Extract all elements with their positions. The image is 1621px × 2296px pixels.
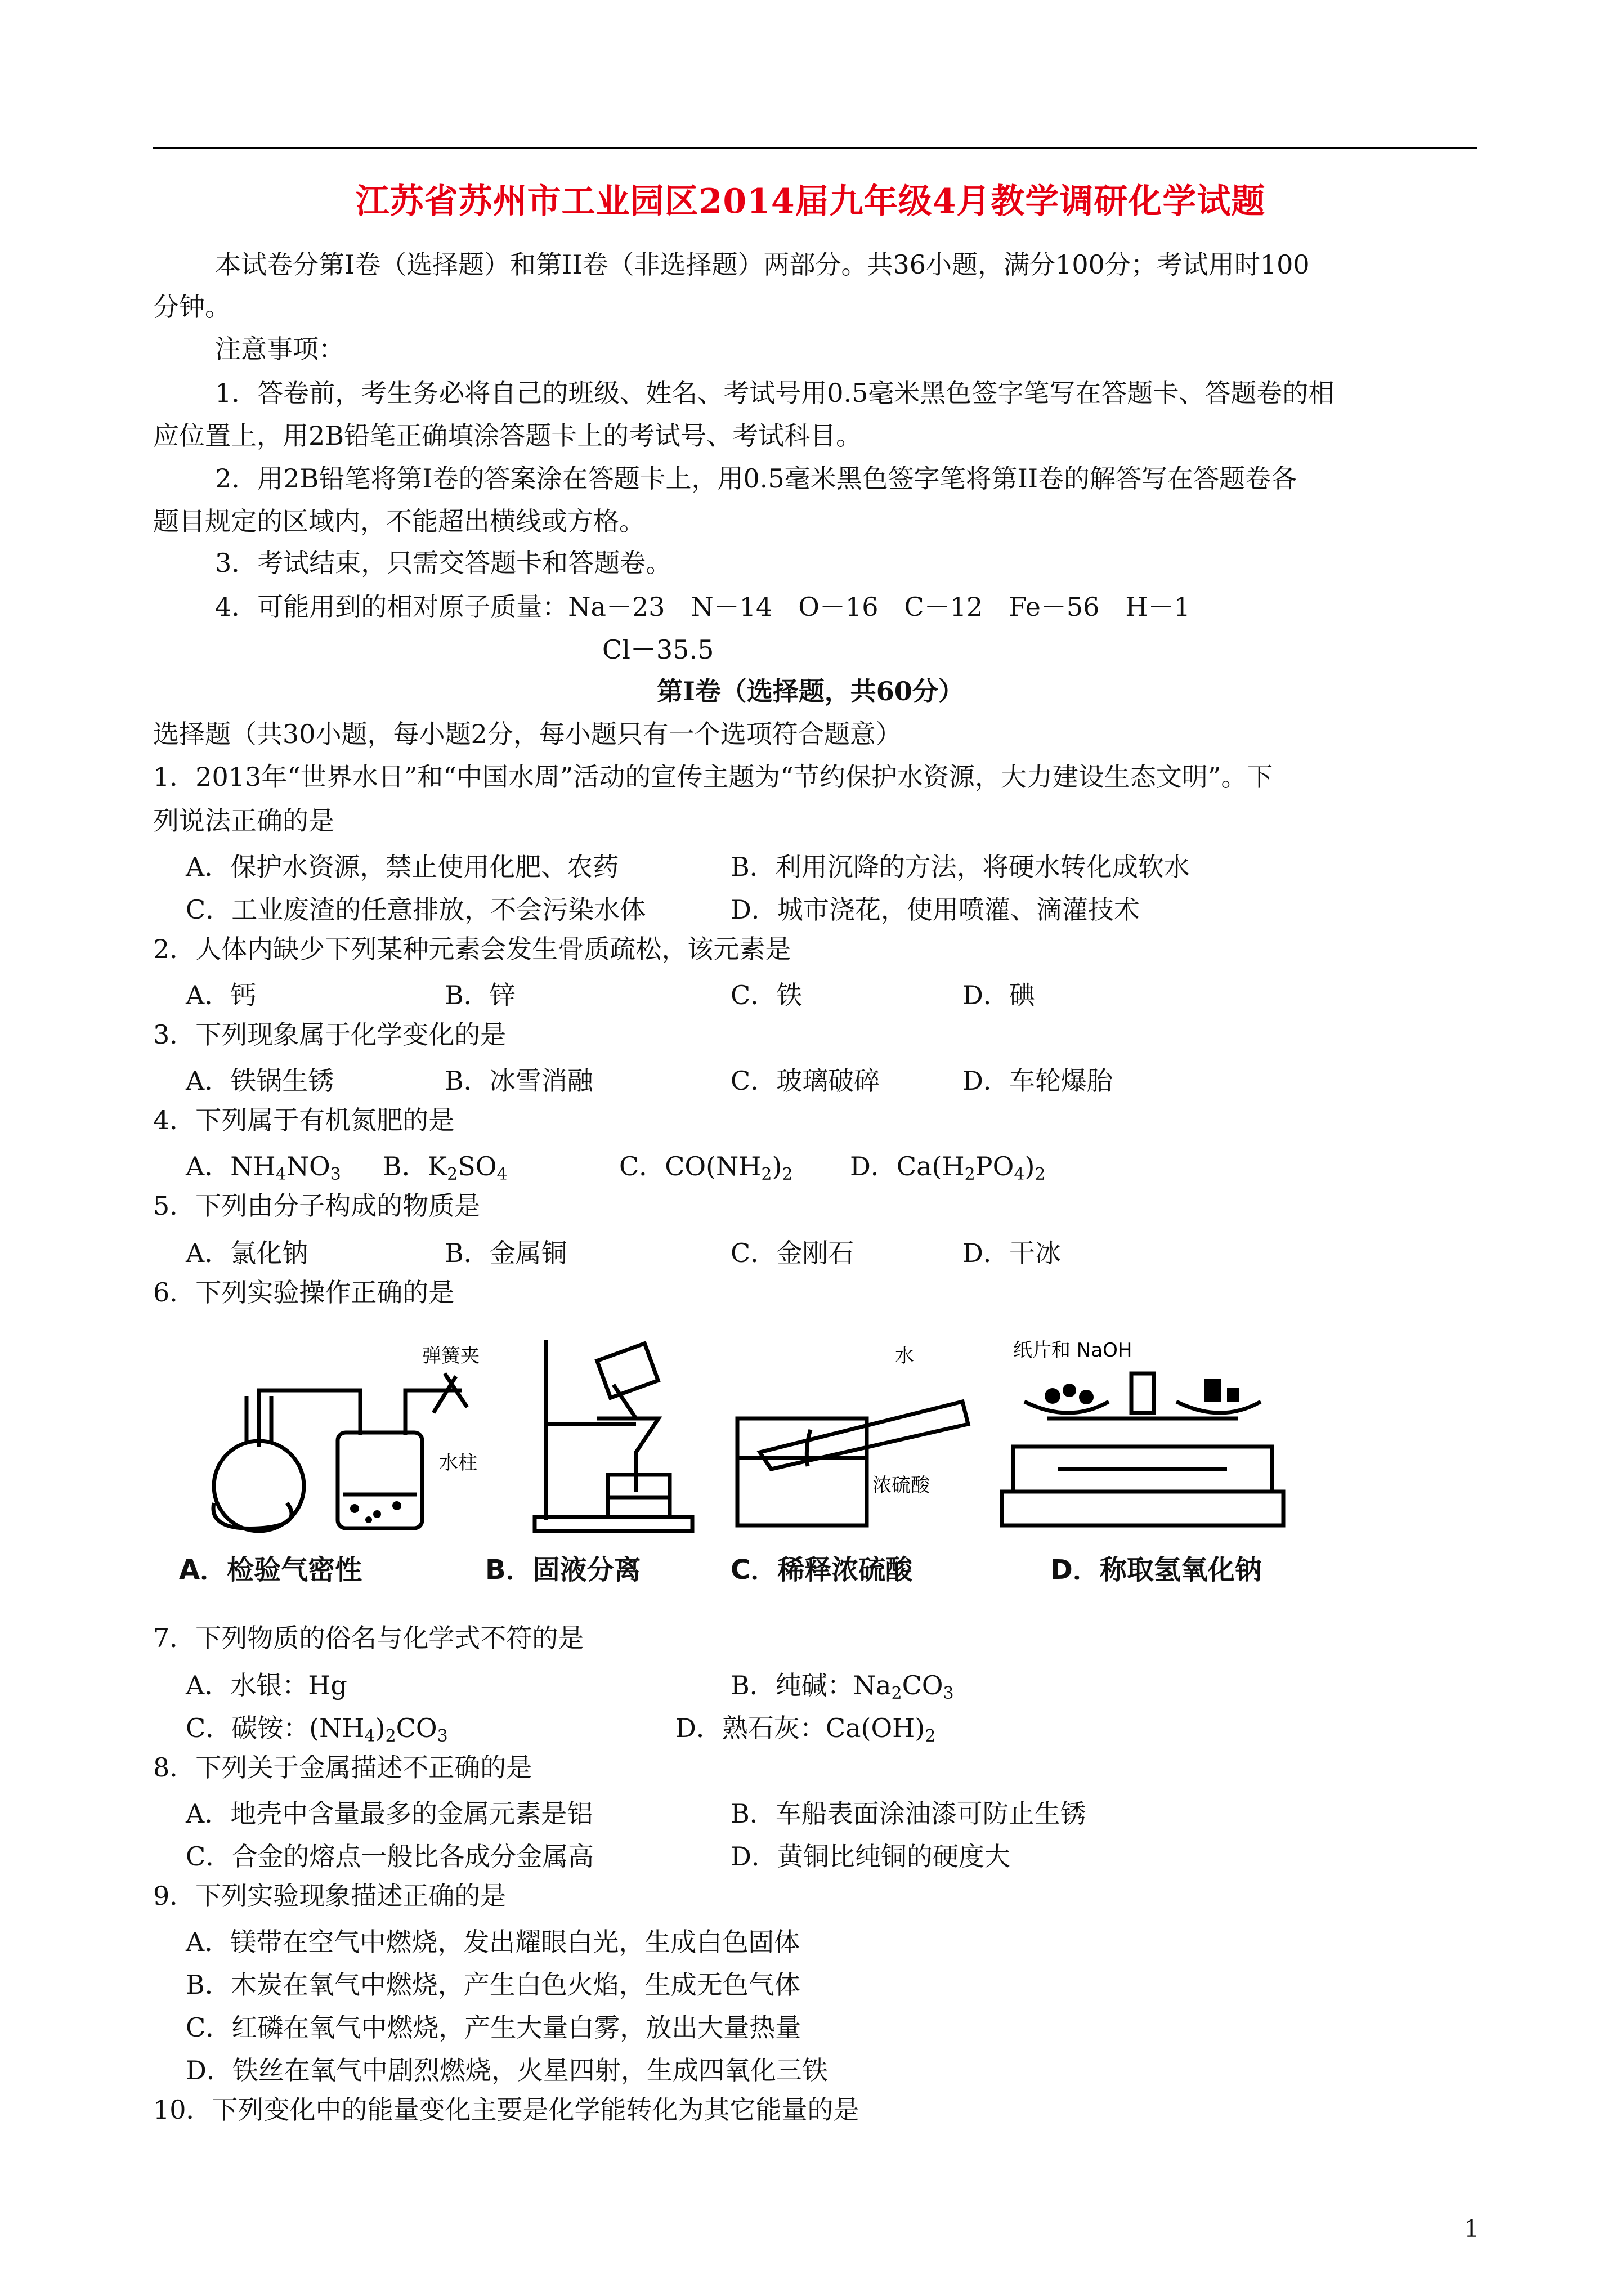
- intro-line-2: 分钟。: [153, 292, 231, 322]
- q6-option-b: B．固液分离: [485, 1554, 641, 1586]
- q8-stem: 8．下列关于金属描述不正确的是: [153, 1752, 532, 1783]
- q3-option-d: D．车轮爆胎: [962, 1066, 1113, 1096]
- q5-option-b: B．金属铜: [445, 1238, 567, 1268]
- q8-option-a: A．地壳中含量最多的金属元素是铝: [186, 1798, 593, 1829]
- header-rule: [153, 147, 1477, 149]
- document-title: 江苏省苏州市工业园区2014届九年级4月教学调研化学试题: [355, 182, 1266, 221]
- q8-option-d: D．黄铜比纯铜的硬度大: [731, 1841, 1010, 1872]
- q7-option-a: A．水银：Hg: [186, 1670, 347, 1700]
- label-paper-naoh: 纸片和 NaOH: [1013, 1339, 1132, 1362]
- q6-option-d: D．称取氢氧化钠: [1050, 1554, 1262, 1586]
- q4-option-a: A．$NH_4NO_3$: [186, 1151, 341, 1184]
- note-4-cont: Cl－35.5: [602, 634, 714, 665]
- q5-option-d: D．干冰: [962, 1238, 1061, 1268]
- q3-option-b: B．冰雪消融: [445, 1066, 593, 1096]
- q1-option-a: A．保护水资源，禁止使用化肥、农药: [186, 852, 619, 882]
- label-water: 水: [895, 1345, 914, 1367]
- figure-filtration: [523, 1334, 704, 1537]
- q1-option-b: B．利用沉降的方法，将硬水转化成软水: [731, 852, 1190, 882]
- q9-option-b: B．木炭在氧气中燃烧，产生白色火焰，生成无色气体: [186, 1970, 800, 2000]
- q5-option-c: C．金刚石: [731, 1238, 854, 1268]
- q3-option-a: A．铁锅生锈: [186, 1066, 334, 1096]
- figure-dilute-acid: [726, 1334, 985, 1537]
- note-1a: 1．答卷前，考生务必将自己的班级、姓名、考试号用0.5毫米黑色签字笔写在答题卡、答题卷的相: [215, 378, 1335, 408]
- section-title: 第Ⅰ卷（选择题，共60分）: [657, 676, 964, 706]
- note-3: 3．考试结束，只需交答题卡和答题卷。: [215, 548, 672, 578]
- q7-stem: 7．下列物质的俗名与化学式不符的是: [153, 1623, 584, 1653]
- note-2b: 题目规定的区域内，不能超出横线或方格。: [153, 506, 645, 536]
- figure-airtightness-check: [174, 1334, 490, 1537]
- note-1b: 应位置上，用2B铅笔正确填涂答题卡上的考试号、考试科目。: [153, 420, 862, 451]
- q6-option-a: A．检验气密性: [179, 1554, 362, 1586]
- intro-line-1: 本试卷分第Ⅰ卷（选择题）和第II卷（非选择题）两部分。共36小题，满分100分；考试用时100: [215, 249, 1310, 280]
- q4-option-d: D．$Ca(H_2PO_4)_2$: [850, 1151, 1046, 1184]
- q9-stem: 9．下列实验现象描述正确的是: [153, 1881, 507, 1911]
- q7-option-b: B．纯碱：$Na_2CO_3$: [731, 1670, 954, 1703]
- note-2a: 2．用2B铅笔将第Ⅰ卷的答案涂在答题卡上，用0.5毫米黑色签字笔将第II卷的解答写在答题卷各: [215, 463, 1297, 494]
- q9-option-d: D．铁丝在氧气中剧烈燃烧，火星四射，生成四氧化三铁: [186, 2055, 828, 2085]
- q1-option-c: C．工业废渣的任意排放，不会污染水体: [186, 894, 646, 925]
- q8-option-b: B．车船表面涂油漆可防止生锈: [731, 1798, 1086, 1829]
- q1-option-d: D．城市浇花，使用喷灌、滴灌技术: [731, 894, 1140, 925]
- q7-option-c: C．碳铵：$(NH_4)_2CO_3$: [186, 1713, 448, 1746]
- q5-option-a: A．氯化钠: [186, 1238, 308, 1268]
- note-4: 4．可能用到的相对原子质量：Na－23 N－14 O－16 C－12 Fe－56 H－1: [215, 592, 1190, 622]
- figure-weigh-naoh: [991, 1334, 1306, 1537]
- q9-option-a: A．镁带在空气中燃烧，发出耀眼白光，生成白色固体: [186, 1927, 800, 1957]
- q4-option-c: C．$CO(NH_2)_2$: [619, 1151, 793, 1184]
- notes-heading: 注意事项：: [215, 334, 344, 364]
- q10-stem: 10．下列变化中的能量变化主要是化学能转化为其它能量的是: [153, 2094, 859, 2125]
- q2-option-b: B．锌: [445, 980, 516, 1010]
- q2-option-c: C．铁: [731, 980, 803, 1010]
- q5-stem: 5．下列由分子构成的物质是: [153, 1190, 481, 1221]
- label-water-column: 水柱: [439, 1452, 477, 1474]
- q7-option-d: D．熟石灰：$Ca(OH)_2$: [675, 1713, 936, 1746]
- q4-option-b: B．$K_2SO_4$: [383, 1151, 508, 1184]
- label-conc-acid: 浓硫酸: [872, 1474, 930, 1497]
- q9-option-c: C．红磷在氧气中燃烧，产生大量白雾，放出大量热量: [186, 2012, 801, 2043]
- q8-option-c: C．合金的熔点一般比各成分金属高: [186, 1841, 594, 1872]
- label-spring-clip: 弹簧夹: [422, 1345, 480, 1367]
- page-number: 1: [1464, 2215, 1479, 2243]
- q6-stem: 6．下列实验操作正确的是: [153, 1277, 455, 1308]
- q6-option-c: C．稀释浓硫酸: [731, 1554, 913, 1586]
- q3-option-c: C．玻璃破碎: [731, 1066, 880, 1096]
- q1-stem-1: 1．2013年“世界水日”和“中国水周”活动的宣传主题为“节约保护水资源，大力建设生态文明”。下: [153, 762, 1273, 792]
- q4-stem: 4．下列属于有机氮肥的是: [153, 1105, 455, 1135]
- q2-stem: 2．人体内缺少下列某种元素会发生骨质疏松，该元素是: [153, 934, 791, 964]
- q2-option-a: A．钙: [186, 980, 257, 1010]
- q2-option-d: D．碘: [962, 980, 1035, 1010]
- section-description: 选择题（共30小题，每小题2分，每小题只有一个选项符合题意）: [153, 719, 902, 749]
- q1-stem-2: 列说法正确的是: [153, 805, 334, 836]
- q3-stem: 3．下列现象属于化学变化的是: [153, 1019, 507, 1050]
